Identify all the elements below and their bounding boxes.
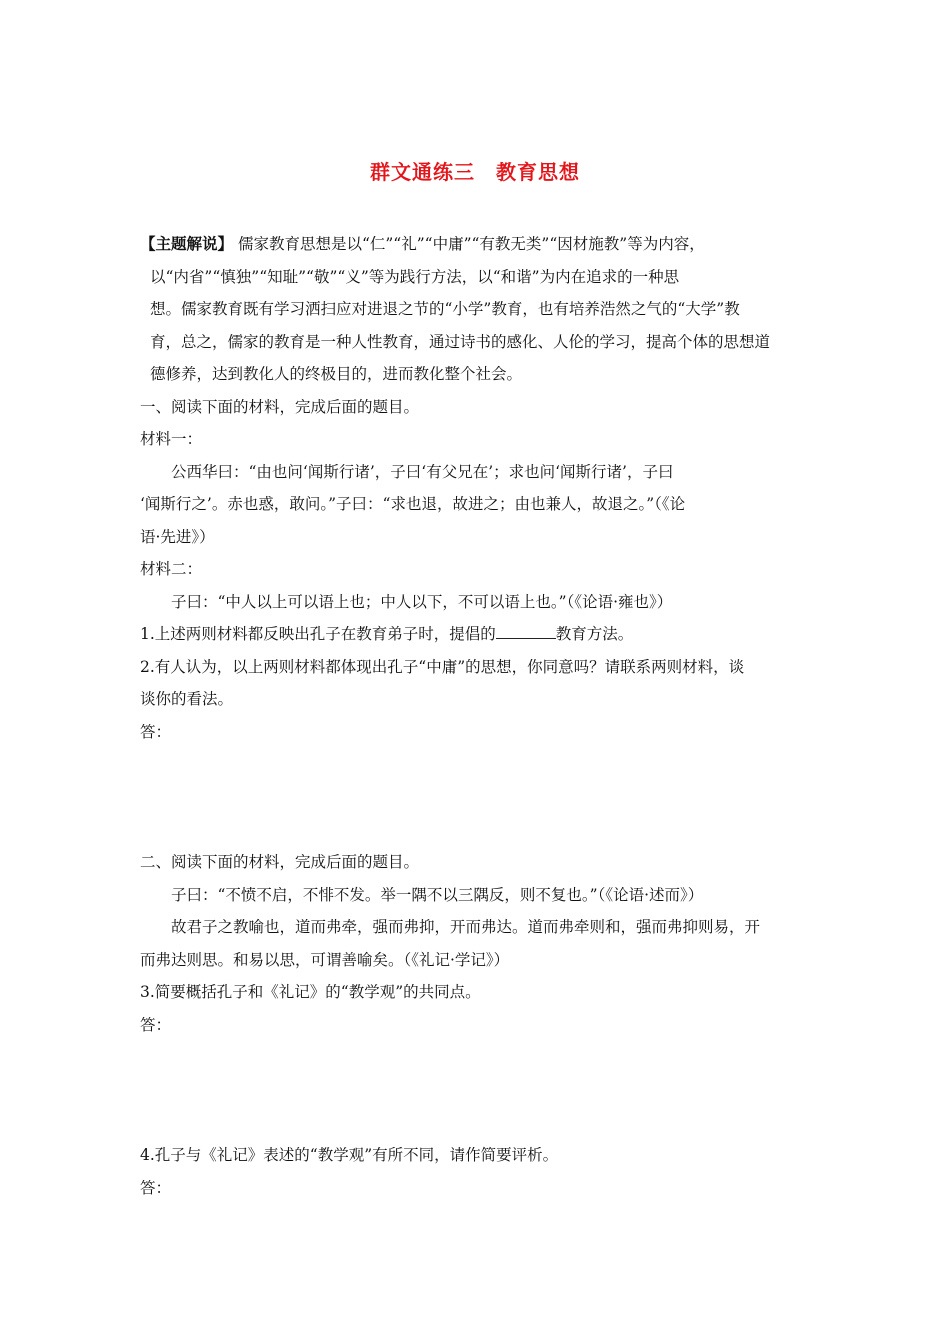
intro-line-3: 想。儒家教育既有学习洒扫应对进退之节的“小学”教育，也有培养浩然之气的“大学”教: [150, 300, 740, 318]
section2-text-2-line-1: 故君子之教喻也，道而弗牵，强而弗抑，开而弗达。道而弗牵则和，强而弗抑则易，开: [171, 918, 761, 936]
question-2-line-2: 谈你的看法。: [140, 690, 234, 708]
document-body: [140, 228, 812, 1204]
material1-line-1: 公西华曰：“由也问‘闻斯行诸’，子曰‘有父兄在’；求也问‘闻斯行诸’，子曰: [171, 462, 674, 481]
section2-text-2-line-2: 而弗达则思。和易以思，可谓善喻矣。（《礼记·学记》）: [140, 950, 510, 969]
question-1: 1.上述两则材料都反映出孔子在教育弟子时，提倡的 教育方法。: [140, 618, 812, 651]
answer-space-3[interactable]: [140, 1041, 812, 1139]
section1-heading: 一、阅读下面的材料，完成后面的题目。: [140, 397, 420, 416]
section2-text-1: 子曰：“不愤不启，不悱不发。举一隅不以三隅反，则不复也。”（《论语·述而》）: [171, 885, 704, 904]
question-3: 3.简要概括孔子和《礼记》的“教学观”的共同点。: [140, 983, 481, 1001]
intro-line-4: 育，总之，儒家的教育是一种人性教育，通过诗书的感化、人伦的学习，提高个体的思想道: [150, 332, 771, 351]
question-4: 4.孔子与《礼记》表述的“教学观”有所不同，请作简要评析。: [140, 1146, 559, 1164]
intro-line-2: 以“内省”“慎独”“知耻”“敬”“义”等为践行方法，以“和谐”为内在追求的一种思: [150, 267, 680, 286]
intro-line-5: 德修养，达到教化人的终极目的，进而教化整个社会。: [150, 365, 523, 383]
material1-line-3: 语·先进》）: [140, 527, 215, 546]
section2-heading: 二、阅读下面的材料，完成后面的题目。: [140, 853, 420, 871]
material2-label: 材料二：: [140, 560, 203, 578]
answer-label-3: 答：: [140, 1015, 172, 1034]
material2-text: 子曰：“中人以上可以语上也；中人以下，不可以语上也。”（《论语·雍也》）: [171, 592, 673, 611]
answer-label-4: 答：: [140, 1178, 172, 1197]
fill-in-blank[interactable]: [496, 622, 556, 639]
page-title: 群文通练三 教育思想: [370, 160, 580, 184]
material1-label: 材料一：: [140, 430, 203, 448]
answer-space-2[interactable]: [140, 748, 812, 846]
material1-line-2: ‘闻斯行之’。赤也惑，敢问。”子曰：“求也退，故进之；由也兼人，故退之。”（《论: [140, 495, 686, 513]
intro-line-1: 【主题解说】 儒家教育思想是以“仁”“礼”“中庸”“有教无类”“因材施教”等为内容，: [140, 234, 705, 253]
question-2-line-1: 2.有人认为，以上两则材料都体现出孔子“中庸”的思想，你同意吗？请联系两则材料，谈: [140, 657, 745, 676]
answer-label-2: 答：: [140, 722, 172, 741]
intro-label: 【主题解说】: [140, 234, 234, 253]
